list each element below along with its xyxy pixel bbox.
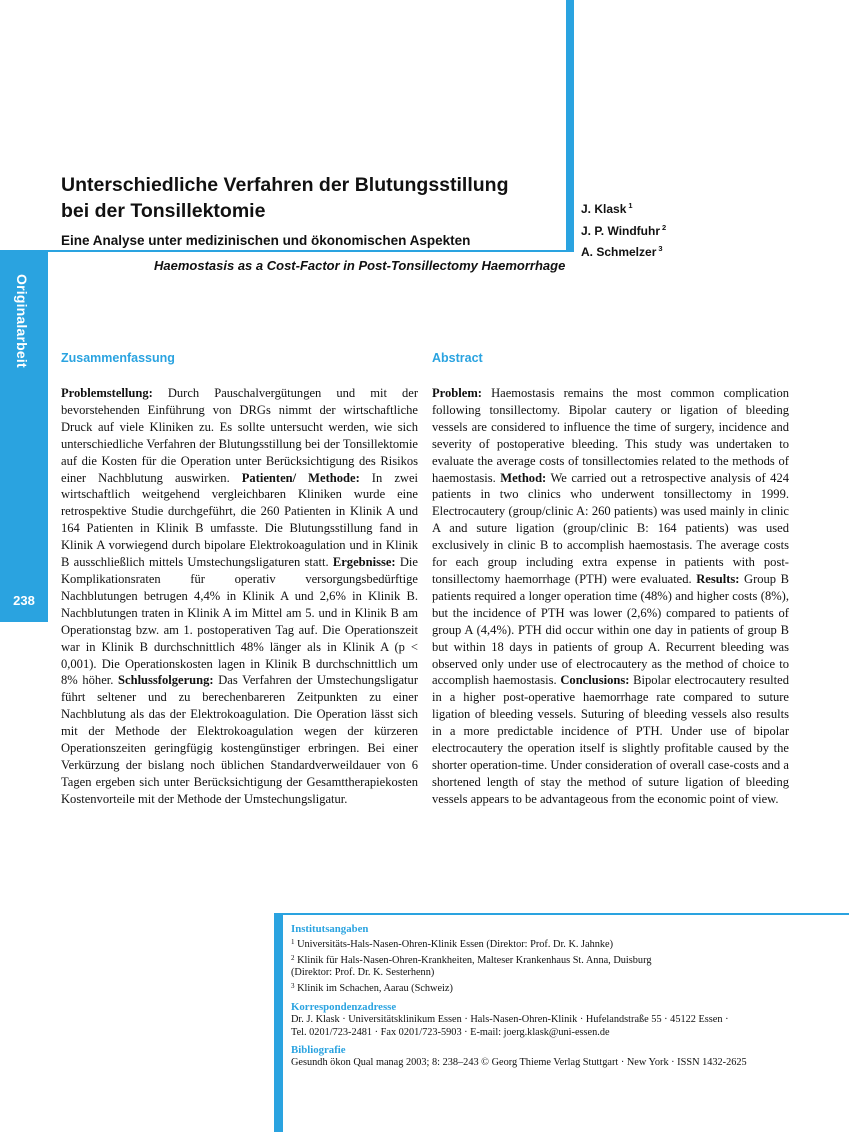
abstract-column — [432, 350, 789, 808]
institutsangaben-heading: Institutsangaben — [291, 923, 369, 935]
author: A. Schmelzer $^3$ — [581, 244, 663, 259]
institution-line: (Direktor: Prof. Dr. K. Sesterhenn) — [291, 967, 435, 979]
article-title-line-1: Unterschiedliche Verfahren der Blutungsstillung — [61, 174, 509, 196]
institution-line: $^3$ Klinik im Schachen, Aarau (Schweiz) — [291, 982, 453, 995]
abstract-text: Problem: Haemostasis remains the most common complication following tonsillectomy. Bipolar cautery or ligation of bleeding vessels are considered to influence the time of surgery, incidence and severity of postoperative bleeding. This study was undertaken to evaluate the average costs of tonsillectomies related to the methods of haemostasis. Method: We carried out a retrospective analysis of 424 patients in two clinics who underwent tonsillectomy in 1999. Electrocautery (group/clinic A: 260 patients) was used mainly in clinic A and suture ligation (group/clinic B: 164 patients) was used exclusively in clinic B to accomplish haemostasis. The average costs for each group including extra expense in patients with post-tonsillectomy haemorrhage (PTH) were evaluated. Results: Group B patients required a longer operation time (48%) and higher costs (8%), but the incidence of PTH was lower (2,6%) compared to patients of group A (4,4%). PTH did occur within one day in patients of group B but within 18 days in patients of group A. Recurrent bleeding was observed only under use of electrocautery as the method of choice to accomplish haemostasis. Conclusions: Bipolar electrocautery resulted in a higher post-operative haemorrhage rate compared to suture ligation of bleeding vessels. Suturing of bleeding vessels also results in a more predictable incidence of PTH. Under use of bipolar electrocautery the operation itself is slightly profitable caused by the shorter operation-time. Under consideration of overall case-costs and a shortened length of stay the method of suture ligation of bleeding vessels appears to be advantageous from the economic point of view. — [432, 386, 789, 806]
author: J. Klask $^1$ — [581, 201, 633, 216]
bibliografie-heading: Bibliografie — [291, 1044, 346, 1057]
korrespondenz-address: Dr. J. Klask · Universitätsklinikum Essen · Hals-Nasen-Ohren-Klinik · Hufelandstraße 55 · 45122 Essen · — [291, 1013, 729, 1025]
article-subtitle: Eine Analyse unter medizinischen und ökonomischen Aspekten — [61, 233, 471, 248]
institutsangaben-block — [291, 923, 836, 996]
title-rule — [0, 250, 572, 252]
korrespondenz-heading: Korrespondenzadresse — [291, 1000, 397, 1013]
zusammenfassung-text: Problemstellung: Durch Pauschalvergütungen und mit der bevorstehenden Einführung von DRGs nimmt der wirtschaftliche Druck auf viele Kliniken zu. Es sollte untersucht werden, wie sich unterschiedliche Verfahren der Blutungsstillung bei der Tonsillektomie auf die Kosten für die Operation unter Berücksichtigung des Risikos einer Nachblutung auswirken. Patienten/ Methode: In zwei wirtschaftlich weitgehend vergleichbaren Kliniken wurde eine retrospektive Studie durchgeführt, die 260 Patienten in Klinik A und 164 Patienten in Klinik B umfasste. Die Blutungsstillung fand in Klinik A vorwiegend durch bipolare Elektrokoagulation und in Klinik B ausschließlich mittels Umstechungsligaturen statt. Ergebnisse: Die Komplikationsraten für operativ versorgungsbedürftige Nachblutungen betrugen 4,4% in Klinik A und 2,6% in Klinik B. Nachblutungen traten in Klinik A im Mittel am 5. und in Klinik B am Operationstag bzw. am 1. postoperativen Tag auf. Die Operationszeit war in Klinik B durchschnittlich 48% länger als in Klinik A (p < 0,001). Die Operationskosten lagen in Klinik B durchschnittlich um 8% höher. Schlussfolgerung: Das Verfahren der Umstechungsligatur führt seltener und zu berechenbareren Zeitpunkten zu einer Nachblutung als das der Elektrokoagulation. Die Operation lässt sich mit der Methode der Elektrokoagulation wegen der kürzeren Operationszeiten geringfügig kostengünstiger erbringen. Bei einer Verkürzung der bislang noch üblichen Standardverweildauer von 6 Tagen ergeben sich unter Berücksichtigung der Gesamttherapiekosten Kostenvorteile mit der Methode der Umstechungsligatur. — [61, 386, 418, 806]
info-rule — [274, 913, 849, 915]
english-title: Haemostasis as a Cost-Factor in Post-Tonsillectomy Haemorrhage — [154, 258, 566, 273]
korrespondenz-contact: Tel. 0201/723-2481 · Fax 0201/723-5903 · E-mail: joerg.klask@uni-essen.de — [291, 1026, 610, 1038]
bibliografie-block — [291, 1044, 836, 1070]
korrespondenz-block — [291, 1001, 836, 1039]
zusammenfassung-column — [61, 350, 418, 808]
top-accent-bar — [566, 0, 574, 252]
section-tab — [0, 252, 48, 622]
article-title-line-2: bei der Tonsillektomie — [61, 200, 266, 222]
article-info-box — [291, 923, 836, 1075]
zusammenfassung-heading: Zusammenfassung — [61, 351, 175, 365]
institution-line: $^2$ Klinik für Hals-Nasen-Ohren-Krankheiten, Malteser Krankenhaus St. Anna, Duisburg — [291, 953, 652, 966]
section-tab-label: Originalarbeit — [14, 274, 30, 368]
page-number: 238 — [13, 593, 35, 608]
abstract-heading: Abstract — [432, 351, 483, 365]
author: J. P. Windfuhr $^2$ — [581, 222, 667, 238]
bibliografie-citation: Gesundh ökon Qual manag 2003; 8: 238–243 © Georg Thieme Verlag Stuttgart · New York · ISSN 1432-2625 — [291, 1057, 747, 1069]
institution-line: $^1$ Universitäts-Hals-Nasen-Ohren-Klinik Essen (Direktor: Prof. Dr. K. Jahnke) — [291, 937, 614, 950]
info-accent-bar — [274, 913, 283, 1132]
title-block — [61, 172, 561, 248]
author-list — [581, 197, 666, 262]
